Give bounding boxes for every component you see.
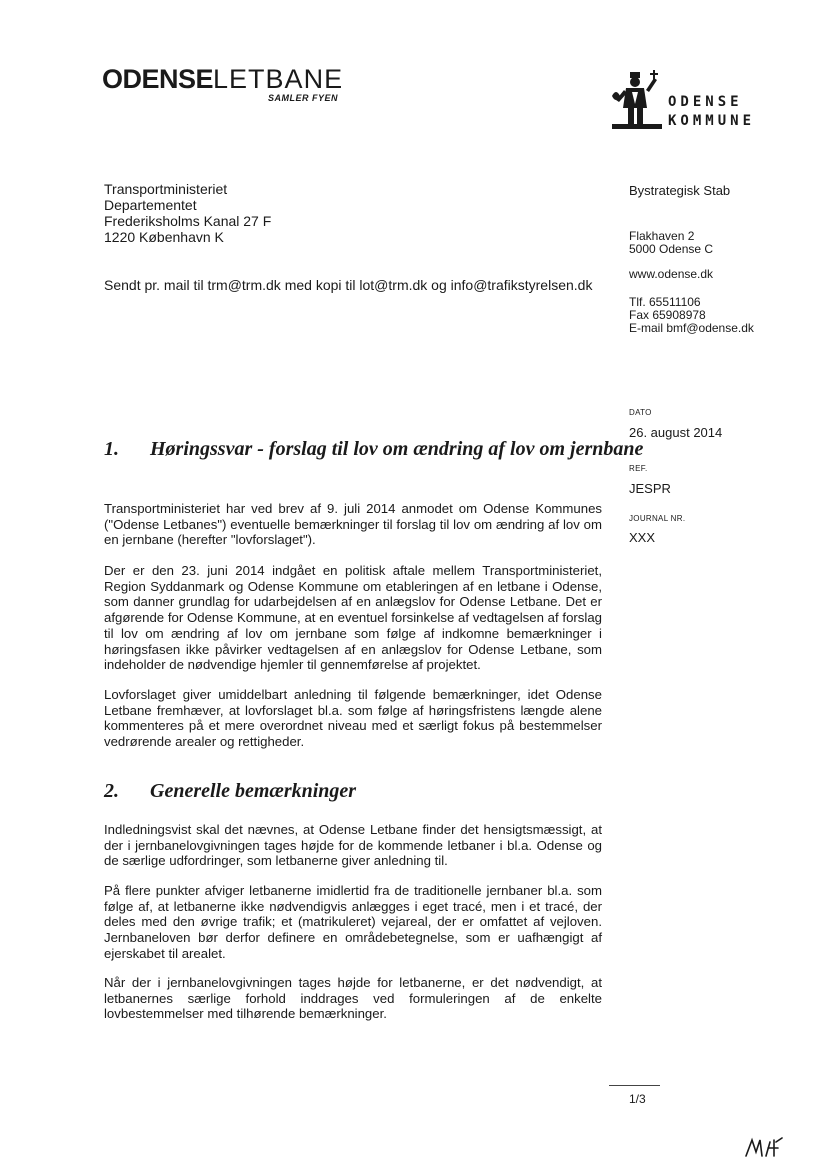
- sender-phone: Tlf. 65511106: [629, 295, 701, 309]
- section-1-number: 1.: [104, 438, 119, 460]
- footer-divider: [609, 1085, 660, 1086]
- kommune-line1: ODENSE: [668, 94, 743, 110]
- logo-brand-bold: ODENSE: [102, 64, 214, 94]
- logo-tagline: SAMLER FYEN: [268, 93, 339, 103]
- journal-value: XXX: [629, 530, 656, 545]
- sender-unit: Bystrategisk Stab: [629, 183, 731, 198]
- initials-signature: [744, 1136, 784, 1158]
- date-value: 26. august 2014: [629, 425, 723, 440]
- kommune-line2: KOMMUNE: [668, 113, 756, 129]
- paragraph: Transportministeriet har ved brev af 9. juli 2014 anmodet om Odense Kommunes ("Odense Letbanes") eventuelle bemærkninger til forslag til lov om ændring af lov om en jernbane (herefter "lovforslaget").: [104, 501, 602, 548]
- sender-address-line1: Flakhaven 2: [629, 229, 695, 243]
- recipient-line: Frederiksholms Kanal 27 F: [104, 213, 272, 229]
- sender-address: [629, 230, 713, 256]
- section-2-heading: [104, 780, 674, 804]
- logo-brand-light: LETBANE: [213, 64, 344, 94]
- sender-web: www.odense.dk: [629, 267, 714, 281]
- ref-value: JESPR: [629, 481, 671, 496]
- sender-contact: [629, 296, 754, 335]
- recipient-line: Transportministeriet: [104, 181, 228, 197]
- recipient-line: Departementet: [104, 197, 197, 213]
- odense-letbane-logo: [102, 64, 342, 114]
- section-2-title: Generelle bemærkninger: [150, 780, 357, 802]
- city-seal-icon: [608, 66, 664, 132]
- sender-address-line2: 5000 Odense C: [629, 242, 714, 256]
- paragraph: På flere punkter afviger letbanerne imidlertid fra de traditionelle jernbaner bl.a. som følge af, at letbanerne ikke nødvendigvis anlægges i eget tracé, men i et tracé, der deles med den øvrige trafik; et (matrikuleret) vejareal, der er omfattet af vejloven. Jernbaneloven bør derfor definere en områdebetegnelse, som er uafhængigt af ejerskabet til arealet.: [104, 883, 602, 961]
- ref-label: REF.: [629, 464, 648, 473]
- letbane-wordmark: [102, 64, 342, 94]
- section-2-number: 2.: [104, 780, 119, 802]
- date-label: DATO: [629, 408, 652, 417]
- section-1-heading: [104, 438, 674, 486]
- sender-fax: Fax 65908978: [629, 308, 706, 322]
- paragraph: Indledningsvist skal det nævnes, at Odense Letbane finder det hensigtsmæssigt, at der i jernbanelovgivningen tages højde for de kommende letbaner i bl.a. Odense og de særlige udfordringer, som letbanerne giver anledning til.: [104, 822, 602, 869]
- paragraph: Når der i jernbanelovgivningen tages højde for letbanerne, er det nødvendigt, at letbanernes særlige forhold inddrages ved formuleringen af de enkelte lovbestemmelser med tilhørende bemærkninger.: [104, 975, 602, 1022]
- odense-kommune-logo: [606, 66, 796, 136]
- sent-note: Sendt pr. mail til trm@trm.dk med kopi til lot@trm.dk og info@trafikstyrelsen.dk: [104, 277, 593, 293]
- kommune-wordmark: [668, 93, 755, 131]
- journal-label: JOURNAL NR.: [629, 514, 686, 523]
- page-number: 1/3: [629, 1092, 646, 1106]
- paragraph: Der er den 23. juni 2014 indgået en politisk aftale mellem Transportministeriet, Region Syddanmark og Odense Kommune om etableringen af en letbane i Odense, som danner grundlag for udarbejdelsen af en anlægslov for Odense Letbane. Det er afgørende for Odense Kommune, at en eventuel forsinkelse af vedtagelsen af forslag til lov om ændring af lov om jernbane som følge af indkomne bemærkninger i høringsfasen ikke påvirker vedtagelsen af en anlægslov for Odense Letbane, som indeholder de nødvendige hjemler til gennemførelse af projektet.: [104, 563, 602, 673]
- recipient-address: [104, 181, 271, 245]
- recipient-line: 1220 København K: [104, 229, 224, 245]
- section-1-title: Høringssvar - forslag til lov om ændring af lov om jernbane: [150, 438, 644, 460]
- sender-email: E-mail bmf@odense.dk: [629, 321, 754, 335]
- paragraph: Lovforslaget giver umiddelbart anledning til følgende bemærkninger, idet Odense Letbane fremhæver, at lovforslaget bl.a. som følge af høringsfristens længde alene kommenteres på et mere overordnet niveau med et særligt fokus på bestemmelser vedrørende arealer og rettigheder.: [104, 687, 602, 750]
